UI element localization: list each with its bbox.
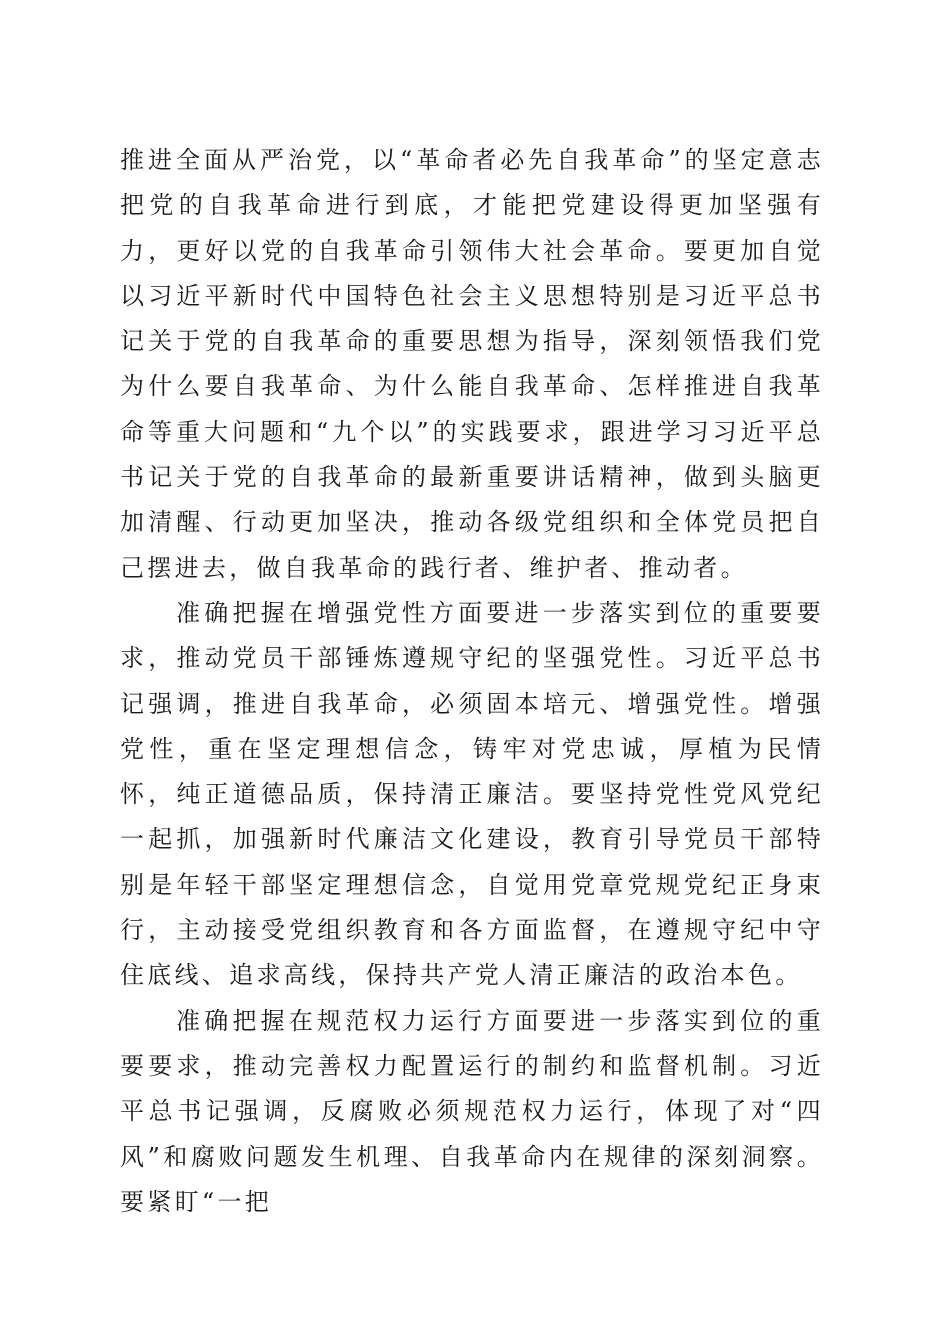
paragraph-2: 准确把握在增强党性方面要进一步落实到位的重要要求，推动党员干部锤炼遵规守纪的坚强党性。习近平总书记强调，推进自我革命，必须固本培元、增强党性。增强党性，重在坚定理想信念，铸牢对党忠诚，厚植为民情怀，纯正道德品质，保持清正廉洁。要坚持党性党风党纪一起抓，加强新时代廉洁文化建设，教育引导党员干部特别是年轻干部坚定理想信念，自觉用党章党规党纪正身束行，主动接受党组织教育和各方面监督，在遵规守纪中守住底线、追求高线，保持共产党人清正廉洁的政治本色。 [120, 598, 824, 990]
paragraph-3: 准确把握在规范权力运行方面要进一步落实到位的重要要求，推动完善权力配置运行的制约和监督机制。习近平总书记强调，反腐败必须规范权力运行，体现了对“四风”和腐败问题发生机理、自我革命内在规律的深刻洞察。要紧盯“一把 [120, 1006, 824, 1216]
document-body [120, 138, 824, 1225]
paragraph-1: 推进全面从严治党，以“革命者必先自我革命”的坚定意志把党的自我革命进行到底，才能把党建设得更加坚强有力，更好以党的自我革命引领伟大社会革命。要更加自觉以习近平新时代中国特色社会主义思想特别是习近平总书记关于党的自我革命的重要思想为指导，深刻领悟我们党为什么要自我革命、为什么能自我革命、怎样推进自我革命等重大问题和“九个以”的实践要求，跟进学习习近平总书记关于党的自我革命的最新重要讲话精神，做到头脑更加清醒、行动更加坚决，推动各级党组织和全体党员把自己摆进去，做自我革命的践行者、维护者、推动者。 [120, 146, 824, 582]
